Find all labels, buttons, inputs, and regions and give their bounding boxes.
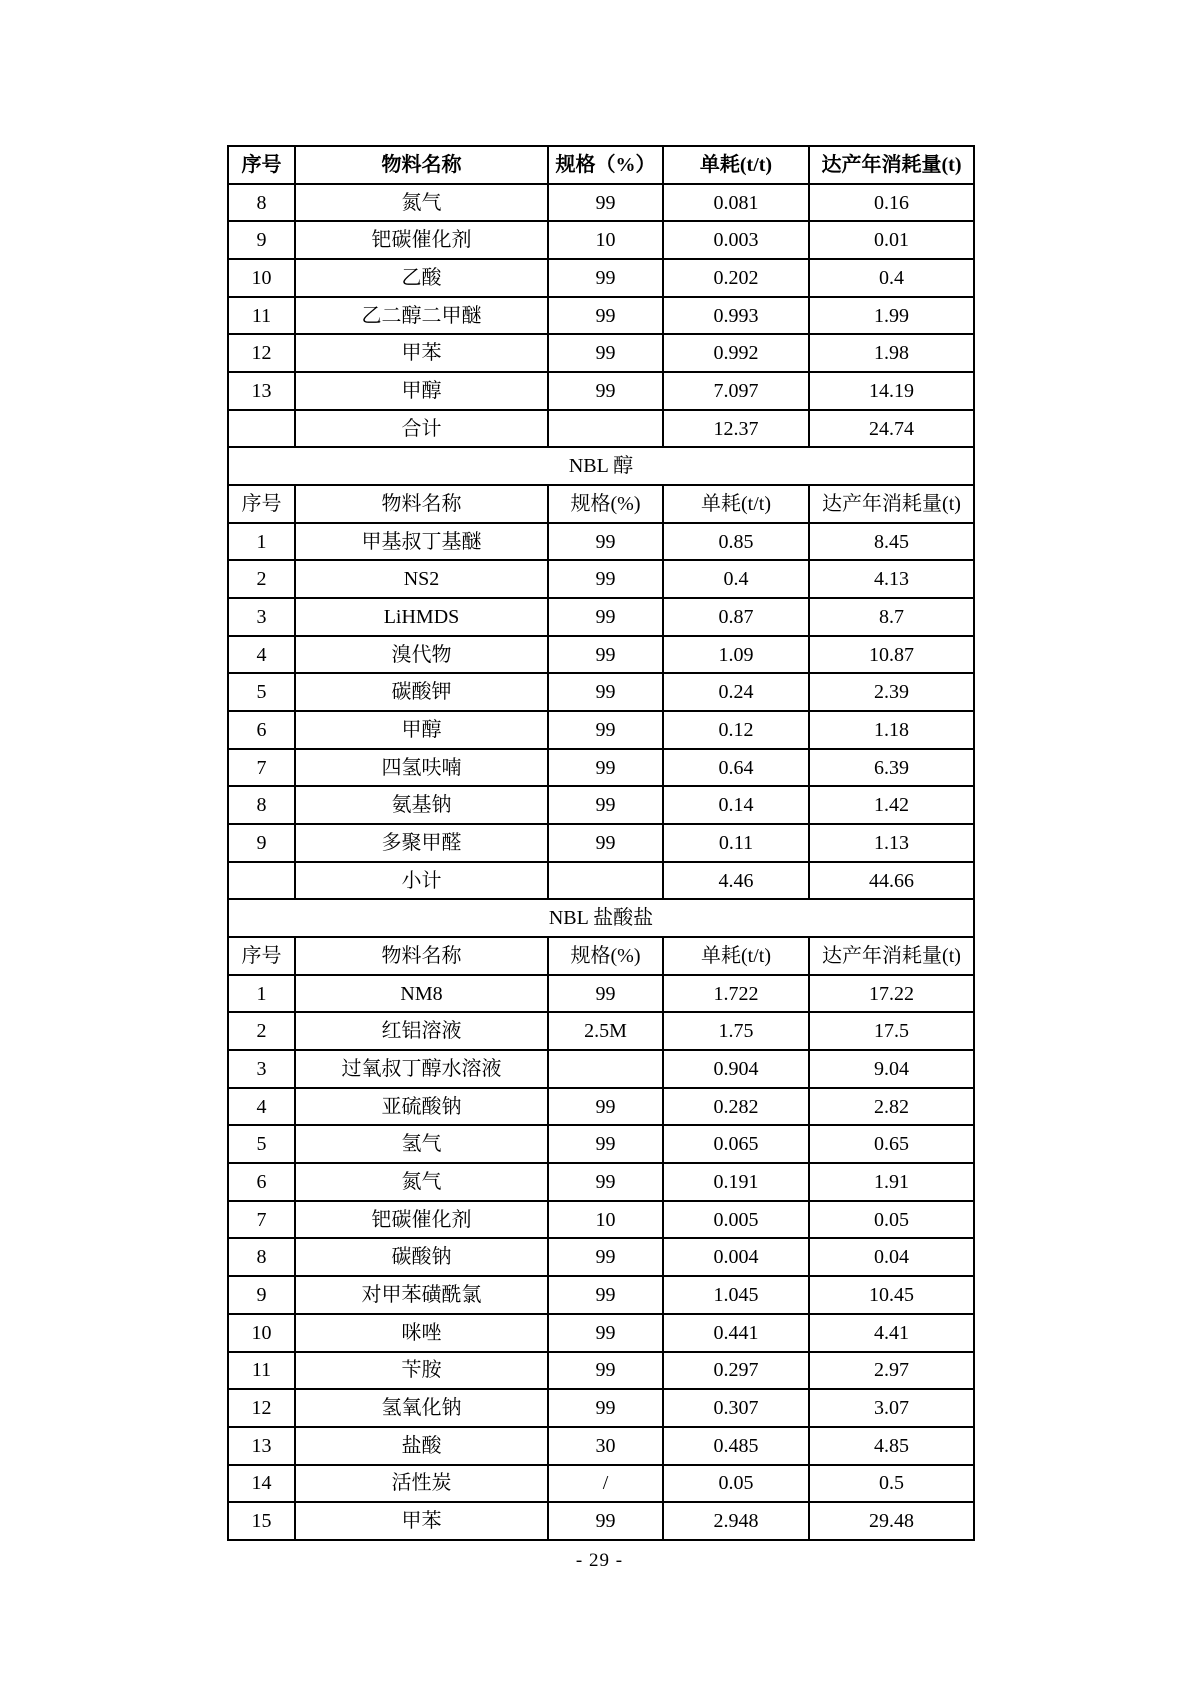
spec-cell xyxy=(548,862,663,900)
annual-consumption-cell: 1.98 xyxy=(809,334,974,372)
spec-cell: 2.5M xyxy=(548,1012,663,1050)
spec-cell: 99 xyxy=(548,297,663,335)
unit-consumption-cell: 0.14 xyxy=(663,786,809,824)
row-index-cell: 15 xyxy=(228,1502,295,1540)
unit-consumption-cell: 0.282 xyxy=(663,1088,809,1126)
annual-consumption-cell: 1.91 xyxy=(809,1163,974,1201)
row-index-cell: 6 xyxy=(228,1163,295,1201)
table-header-row xyxy=(228,146,974,184)
table-row xyxy=(228,523,974,561)
unit-consumption-cell: 0.202 xyxy=(663,259,809,297)
row-index-cell: 1 xyxy=(228,523,295,561)
material-name-cell: 甲苯 xyxy=(295,1502,548,1540)
spec-cell: 99 xyxy=(548,1276,663,1314)
spec-cell: 99 xyxy=(548,1502,663,1540)
row-index-cell: 5 xyxy=(228,673,295,711)
material-name-cell: 钯碳催化剂 xyxy=(295,221,548,259)
unit-consumption-cell: 0.993 xyxy=(663,297,809,335)
unit-consumption-cell: 0.85 xyxy=(663,523,809,561)
unit-consumption-cell: 0.065 xyxy=(663,1125,809,1163)
unit-consumption-cell: 1.722 xyxy=(663,975,809,1013)
annual-consumption-cell: 8.45 xyxy=(809,523,974,561)
table-row xyxy=(228,372,974,410)
spec-cell: 99 xyxy=(548,711,663,749)
unit-consumption-cell: 0.307 xyxy=(663,1389,809,1427)
material-name-cell: 溴代物 xyxy=(295,636,548,674)
spec-cell xyxy=(548,1050,663,1088)
table-row xyxy=(228,1314,974,1352)
unit-consumption-cell: 0.297 xyxy=(663,1352,809,1390)
column-header: 序号 xyxy=(228,937,295,975)
material-name-cell: 合计 xyxy=(295,410,548,448)
spec-cell: 99 xyxy=(548,824,663,862)
unit-consumption-cell: 0.05 xyxy=(663,1465,809,1503)
unit-consumption-cell: 0.87 xyxy=(663,598,809,636)
annual-consumption-cell: 0.65 xyxy=(809,1125,974,1163)
material-name-cell: 亚硫酸钠 xyxy=(295,1088,548,1126)
material-name-cell: 乙二醇二甲醚 xyxy=(295,297,548,335)
annual-consumption-cell: 17.22 xyxy=(809,975,974,1013)
material-name-cell: 氢气 xyxy=(295,1125,548,1163)
annual-consumption-cell: 10.45 xyxy=(809,1276,974,1314)
table-row xyxy=(228,749,974,787)
spec-cell: 99 xyxy=(548,1314,663,1352)
spec-cell: / xyxy=(548,1465,663,1503)
unit-consumption-cell: 7.097 xyxy=(663,372,809,410)
table-header-row xyxy=(228,485,974,523)
row-index-cell: 12 xyxy=(228,1389,295,1427)
table-header-row xyxy=(228,937,974,975)
row-index-cell: 9 xyxy=(228,221,295,259)
materials-table-body xyxy=(228,146,974,1540)
annual-consumption-cell: 10.87 xyxy=(809,636,974,674)
spec-cell: 99 xyxy=(548,560,663,598)
unit-consumption-cell: 0.904 xyxy=(663,1050,809,1088)
material-name-cell: 氢氧化钠 xyxy=(295,1389,548,1427)
row-index-cell: 4 xyxy=(228,636,295,674)
annual-consumption-cell: 1.18 xyxy=(809,711,974,749)
table-row xyxy=(228,862,974,900)
material-name-cell: 氮气 xyxy=(295,184,548,222)
material-name-cell: 咪唑 xyxy=(295,1314,548,1352)
unit-consumption-cell: 0.992 xyxy=(663,334,809,372)
unit-consumption-cell: 0.004 xyxy=(663,1238,809,1276)
material-name-cell: 甲醇 xyxy=(295,372,548,410)
column-header: 达产年消耗量(t) xyxy=(809,937,974,975)
unit-consumption-cell: 1.045 xyxy=(663,1276,809,1314)
row-index-cell: 11 xyxy=(228,297,295,335)
annual-consumption-cell: 1.42 xyxy=(809,786,974,824)
spec-cell: 99 xyxy=(548,523,663,561)
material-name-cell: 氮气 xyxy=(295,1163,548,1201)
unit-consumption-cell: 0.4 xyxy=(663,560,809,598)
spec-cell: 10 xyxy=(548,1201,663,1239)
table-row xyxy=(228,259,974,297)
column-header: 达产年消耗量(t) xyxy=(809,485,974,523)
row-index-cell: 2 xyxy=(228,560,295,598)
column-header: 物料名称 xyxy=(295,485,548,523)
spec-cell: 99 xyxy=(548,1389,663,1427)
material-name-cell: 乙酸 xyxy=(295,259,548,297)
annual-consumption-cell: 0.05 xyxy=(809,1201,974,1239)
annual-consumption-cell: 24.74 xyxy=(809,410,974,448)
table-row xyxy=(228,1276,974,1314)
annual-consumption-cell: 0.01 xyxy=(809,221,974,259)
annual-consumption-cell: 0.04 xyxy=(809,1238,974,1276)
spec-cell: 99 xyxy=(548,975,663,1013)
unit-consumption-cell: 0.191 xyxy=(663,1163,809,1201)
table-row xyxy=(228,297,974,335)
row-index-cell: 9 xyxy=(228,1276,295,1314)
annual-consumption-cell: 17.5 xyxy=(809,1012,974,1050)
row-index-cell: 7 xyxy=(228,1201,295,1239)
spec-cell xyxy=(548,410,663,448)
spec-cell: 99 xyxy=(548,598,663,636)
spec-cell: 99 xyxy=(548,636,663,674)
table-row xyxy=(228,221,974,259)
material-name-cell: 四氢呋喃 xyxy=(295,749,548,787)
unit-consumption-cell: 0.11 xyxy=(663,824,809,862)
annual-consumption-cell: 3.07 xyxy=(809,1389,974,1427)
table-row xyxy=(228,673,974,711)
unit-consumption-cell: 0.081 xyxy=(663,184,809,222)
material-name-cell: 苄胺 xyxy=(295,1352,548,1390)
annual-consumption-cell: 4.41 xyxy=(809,1314,974,1352)
unit-consumption-cell: 1.75 xyxy=(663,1012,809,1050)
row-index-cell: 8 xyxy=(228,786,295,824)
annual-consumption-cell: 2.82 xyxy=(809,1088,974,1126)
spec-cell: 30 xyxy=(548,1427,663,1465)
row-index-cell: 8 xyxy=(228,1238,295,1276)
materials-consumption-table xyxy=(227,145,975,1541)
row-index-cell: 10 xyxy=(228,259,295,297)
unit-consumption-cell: 0.24 xyxy=(663,673,809,711)
spec-cell: 99 xyxy=(548,673,663,711)
column-header: 序号 xyxy=(228,485,295,523)
material-name-cell: LiHMDS xyxy=(295,598,548,636)
table-row xyxy=(228,334,974,372)
row-index-cell xyxy=(228,410,295,448)
material-name-cell: 碳酸钠 xyxy=(295,1238,548,1276)
row-index-cell xyxy=(228,862,295,900)
table-row xyxy=(228,1088,974,1126)
table-row xyxy=(228,1238,974,1276)
column-header: 规格（%） xyxy=(548,146,663,184)
table-section-row xyxy=(228,447,974,485)
table-row xyxy=(228,598,974,636)
section-title: NBL 盐酸盐 xyxy=(228,899,974,937)
row-index-cell: 2 xyxy=(228,1012,295,1050)
material-name-cell: 甲基叔丁基醚 xyxy=(295,523,548,561)
unit-consumption-cell: 2.948 xyxy=(663,1502,809,1540)
row-index-cell: 13 xyxy=(228,1427,295,1465)
table-row xyxy=(228,975,974,1013)
column-header: 单耗(t/t) xyxy=(663,146,809,184)
material-name-cell: NS2 xyxy=(295,560,548,598)
table-section-row xyxy=(228,899,974,937)
row-index-cell: 7 xyxy=(228,749,295,787)
material-name-cell: 盐酸 xyxy=(295,1427,548,1465)
column-header: 物料名称 xyxy=(295,937,548,975)
annual-consumption-cell: 8.7 xyxy=(809,598,974,636)
section-title: NBL 醇 xyxy=(228,447,974,485)
spec-cell: 99 xyxy=(548,749,663,787)
unit-consumption-cell: 0.441 xyxy=(663,1314,809,1352)
material-name-cell: NM8 xyxy=(295,975,548,1013)
material-name-cell: 碳酸钾 xyxy=(295,673,548,711)
column-header: 达产年消耗量(t) xyxy=(809,146,974,184)
annual-consumption-cell: 14.19 xyxy=(809,372,974,410)
annual-consumption-cell: 0.4 xyxy=(809,259,974,297)
spec-cell: 99 xyxy=(548,259,663,297)
material-name-cell: 多聚甲醛 xyxy=(295,824,548,862)
table-row xyxy=(228,1465,974,1503)
spec-cell: 99 xyxy=(548,1163,663,1201)
spec-cell: 99 xyxy=(548,1088,663,1126)
material-name-cell: 甲苯 xyxy=(295,334,548,372)
unit-consumption-cell: 0.003 xyxy=(663,221,809,259)
row-index-cell: 3 xyxy=(228,598,295,636)
spec-cell: 99 xyxy=(548,1125,663,1163)
annual-consumption-cell: 1.13 xyxy=(809,824,974,862)
unit-consumption-cell: 0.485 xyxy=(663,1427,809,1465)
spec-cell: 10 xyxy=(548,221,663,259)
row-index-cell: 12 xyxy=(228,334,295,372)
spec-cell: 99 xyxy=(548,1238,663,1276)
spec-cell: 99 xyxy=(548,786,663,824)
row-index-cell: 11 xyxy=(228,1352,295,1390)
material-name-cell: 活性炭 xyxy=(295,1465,548,1503)
material-name-cell: 钯碳催化剂 xyxy=(295,1201,548,1239)
material-name-cell: 对甲苯磺酰氯 xyxy=(295,1276,548,1314)
row-index-cell: 6 xyxy=(228,711,295,749)
table-row xyxy=(228,711,974,749)
annual-consumption-cell: 0.16 xyxy=(809,184,974,222)
column-header: 规格(%) xyxy=(548,937,663,975)
table-row xyxy=(228,184,974,222)
table-row xyxy=(228,1012,974,1050)
unit-consumption-cell: 0.64 xyxy=(663,749,809,787)
annual-consumption-cell: 4.85 xyxy=(809,1427,974,1465)
column-header: 规格(%) xyxy=(548,485,663,523)
row-index-cell: 10 xyxy=(228,1314,295,1352)
annual-consumption-cell: 9.04 xyxy=(809,1050,974,1088)
table-row xyxy=(228,1201,974,1239)
table-row xyxy=(228,1389,974,1427)
material-name-cell: 甲醇 xyxy=(295,711,548,749)
annual-consumption-cell: 0.5 xyxy=(809,1465,974,1503)
unit-consumption-cell: 12.37 xyxy=(663,410,809,448)
row-index-cell: 8 xyxy=(228,184,295,222)
row-index-cell: 13 xyxy=(228,372,295,410)
unit-consumption-cell: 1.09 xyxy=(663,636,809,674)
material-name-cell: 过氧叔丁醇水溶液 xyxy=(295,1050,548,1088)
annual-consumption-cell: 29.48 xyxy=(809,1502,974,1540)
spec-cell: 99 xyxy=(548,334,663,372)
table-row xyxy=(228,824,974,862)
row-index-cell: 9 xyxy=(228,824,295,862)
table-row xyxy=(228,1502,974,1540)
spec-cell: 99 xyxy=(548,372,663,410)
table-row xyxy=(228,1427,974,1465)
table-row xyxy=(228,1352,974,1390)
spec-cell: 99 xyxy=(548,1352,663,1390)
table-row xyxy=(228,560,974,598)
table-row xyxy=(228,636,974,674)
row-index-cell: 1 xyxy=(228,975,295,1013)
table-row xyxy=(228,410,974,448)
table-row xyxy=(228,1163,974,1201)
page-number: - 29 - xyxy=(575,1550,624,1571)
spec-cell: 99 xyxy=(548,184,663,222)
row-index-cell: 3 xyxy=(228,1050,295,1088)
annual-consumption-cell: 6.39 xyxy=(809,749,974,787)
column-header: 单耗(t/t) xyxy=(663,937,809,975)
material-name-cell: 氨基钠 xyxy=(295,786,548,824)
table-row xyxy=(228,1125,974,1163)
row-index-cell: 14 xyxy=(228,1465,295,1503)
row-index-cell: 4 xyxy=(228,1088,295,1126)
column-header: 物料名称 xyxy=(295,146,548,184)
annual-consumption-cell: 2.97 xyxy=(809,1352,974,1390)
annual-consumption-cell: 2.39 xyxy=(809,673,974,711)
unit-consumption-cell: 0.005 xyxy=(663,1201,809,1239)
column-header: 序号 xyxy=(228,146,295,184)
column-header: 单耗(t/t) xyxy=(663,485,809,523)
unit-consumption-cell: 4.46 xyxy=(663,862,809,900)
annual-consumption-cell: 4.13 xyxy=(809,560,974,598)
table-row xyxy=(228,1050,974,1088)
row-index-cell: 5 xyxy=(228,1125,295,1163)
table-row xyxy=(228,786,974,824)
material-name-cell: 红铝溶液 xyxy=(295,1012,548,1050)
annual-consumption-cell: 1.99 xyxy=(809,297,974,335)
unit-consumption-cell: 0.12 xyxy=(663,711,809,749)
annual-consumption-cell: 44.66 xyxy=(809,862,974,900)
material-name-cell: 小计 xyxy=(295,862,548,900)
